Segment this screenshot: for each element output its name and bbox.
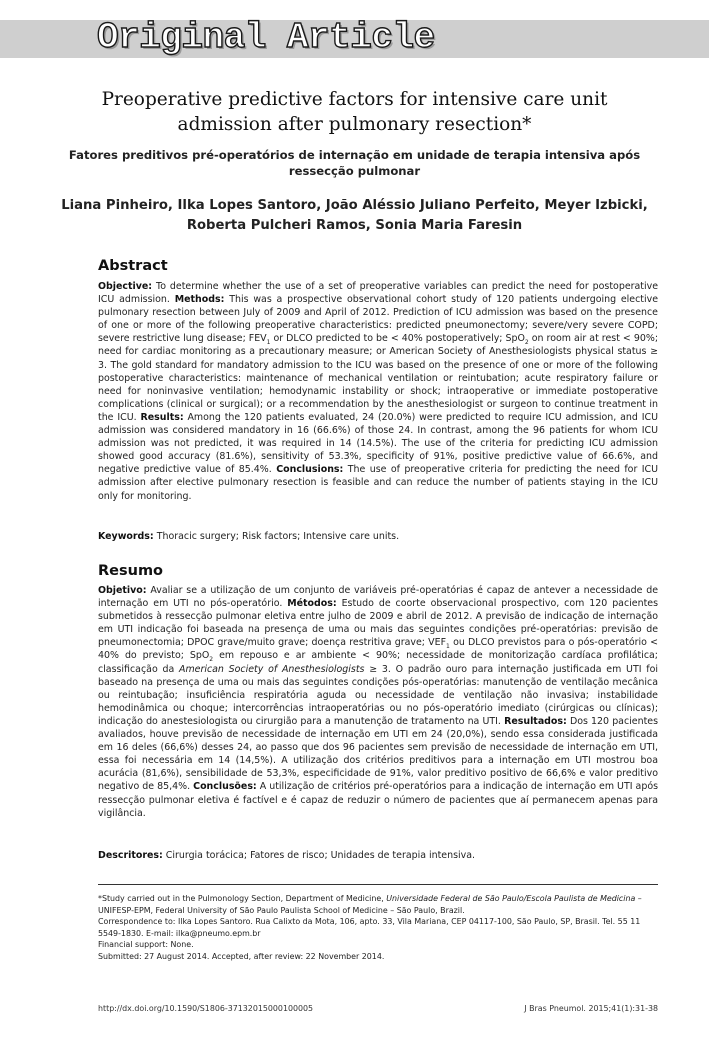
resumo-metodos-cont: ou DLCO previstos para o pós-operatório < 40% do previsto; SpO (98, 637, 658, 662)
descritores (98, 849, 658, 862)
asa-italic: American Society of Anesthesiologists (179, 663, 365, 675)
abstract-objective: To determine whether the use of a set of preoperative variables can predict the need for postoperative ICU admission. (98, 281, 658, 306)
abstract-conclusions-label: Conclusions: (276, 464, 344, 476)
keywords-label: Keywords: (98, 531, 154, 542)
article-title-portuguese: Fatores preditivos pré-operatórios de internação em unidade de terapia intensiva após ressecção pulmonar (68, 148, 641, 178)
footnote-divider (98, 884, 658, 885)
spo-subscript: 2 (524, 339, 529, 347)
resumo-conclusoes: A utilização de critérios pré-operatórios para a indicação de internação em UTI após ressecção pulmonar eletiva é factível e é capaz de reduzir o número de pacientes que aí permanecem apenas para vigilância. (98, 781, 659, 819)
keywords-list: Thoracic surgery; Risk factors; Intensive care units. (156, 531, 400, 542)
resumo-metodos-label: Métodos: (287, 598, 337, 610)
descritores-label: Descritores: (98, 850, 163, 861)
resumo-heading: Resumo (98, 563, 164, 579)
abstract-body (98, 280, 658, 503)
abstract-methods: This was a prospective observational cohort study of 120 patients undergoing elective pulmonary resection between July of 2009 and April of 2012. Prediction of ICU admission was based on the presence of one or more of the following preoperative characteristics: predicted pneumonectomy; severe/very severe COPD; severe restrictive lung disease; FEV (98, 294, 659, 345)
study-footnote (98, 893, 658, 916)
resumo-metodos-cont2: em repouso e ar ambiente < 90%; necessidade de monitorização cardíaca profilática; classificação da (98, 650, 658, 675)
abstract-heading: Abstract (98, 258, 168, 274)
abstract-results-label: Results: (140, 411, 184, 423)
submission-dates: Submitted: 27 August 2014. Accepted, after review: 22 November 2014. (98, 951, 385, 961)
resumo-resultados-label: Resultados: (504, 715, 567, 727)
abstract-methods-label: Methods: (174, 294, 225, 306)
correspondence: Correspondence to: Ilka Lopes Santoro. Rua Calixto da Mota, 106, apto. 33, Vila Mariana, CEP 04117-100, São Paulo, SP, Brasil. Tel. 55 11 5549-1830. E-mail: ilka@pneumo.epm.br (98, 917, 641, 938)
resumo-metodos-end: ≥ 3. O padrão ouro para internação justificada em UTI foi baseado na presença de uma ou mais das seguintes condições pós-operatórias: manutenção de ventilação mecânica ou reintubação; insuficiência respiratória aguda ou necessidade de ventilação não invasiva; instabilidade hemodinâmica ou choque; intercorrências intraoperatórias ou no pós-operatório imediato (cirúrgicas ou clínicas); indicação do anestesiologista ou cirurgião para a manutenção de tratamento na UTI. (98, 663, 658, 727)
fev-subscript: 1 (266, 339, 271, 347)
article-title: Preoperative predictive factors for intensive care unit admission after pulmonary resection* (101, 89, 608, 135)
abstract-results: Among the 120 patients evaluated, 24 (20.0%) were predicted to require ICU admission, and ICU admission was considered mandatory in 16 (66.6%) of those 24. In contrast, among the 96 patients for whom ICU admission was not predicted, it was required in 14 (14.5%). The use of the criteria for predicting ICU admission showed good accuracy (81.6%), sensitivity of 53.3%, specificity of 91%, positive predictive value of 66.6%, and negative predictive value of 85.4%. (98, 411, 658, 476)
keywords (98, 530, 658, 543)
abstract-methods-cont: or DLCO predicted to be < 40% postoperatively; SpO (270, 333, 525, 345)
institution-italic: Universidade Federal de São Paulo/Escola Paulista de Medicina (386, 894, 636, 903)
resumo-metodos: Estudo de coorte observacional prospectivo, com 120 pacientes submetidos à ressecção pulmonar eletiva entre julho de 2009 e abril de 2012. A previsão de indicação de internação em UTI indicação foi baseada na presença de uma ou mais das seguintes condições pré-operatórias: previsão de pneumonectomia; DPOC grave/muito grave; doença restritiva grave; VEF (98, 598, 658, 649)
resumo-objetivo-label: Objetivo: (98, 585, 147, 596)
abstract-conclusions: The use of preoperative criteria for predicting the need for ICU admission after elective pulmonary resection is feasible and can reduce the number of patients staying in the ICU only for monitoring. (98, 464, 659, 502)
study-footnote-end: – UNIFESP-EPM, Federal University of São Paulo Paulista School of Medicine – São Paulo, Brazil. (98, 894, 642, 915)
abstract-objective-label: Objective: (98, 281, 153, 292)
study-footnote-text: *Study carried out in the Pulmonology Section, Department of Medicine, (98, 894, 387, 903)
resumo-objetivo: Avaliar se a utilização de um conjunto de variáveis pré-operatórias é capaz de antever a necessidade de internação em UTI no pós-operatório. (98, 585, 659, 610)
financial-support: Financial support: None. (98, 940, 194, 949)
descritores-list: Cirurgia torácica; Fatores de risco; Unidades de terapia intensiva. (165, 850, 475, 861)
abstract-methods-end: on room air at rest < 90%; need for cardiac monitoring as a precautionary measure; or American Society of Anesthesiologists physical status ≥ 3. The gold standard for mandatory admission to the ICU was based on the presence of one or more of the following postoperative characteristics: maintenance of mechanical ventilation or reintubation; acute respiratory failure or need for noninvasive ventilation; hemodynamic instability or shock; intraoperative or immediate postoperative complications (clinical or surgical); or a recommendation by the anesthesiologist or surgeon to continue treatment in the ICU. (98, 333, 659, 423)
footnotes (98, 893, 658, 962)
resumo-resultados: Dos 120 pacientes avaliados, houve previsão de necessidade de internação em UTI em 24 (20,0%), sendo essa considerada justificada em 16 deles (66,6%) desses 24, ao passo que dos 96 pacientes sem previsão de necessidade de internação em UTI, essa foi necessária em 14 (14,5%). A utilização dos critérios preditivos para a internação em UTI mostrou boa acurácia (81,6%), sensibilidade de 53,3%, especificidade de 91%, valor preditivo positivo de 66,6% e valor preditivo negativo de 85,4%. (98, 715, 658, 793)
resumo-conclusoes-label: Conclusões: (193, 781, 257, 793)
section-label: Original Article (97, 17, 435, 58)
resumo-body (98, 584, 658, 820)
spo-subscript-pt: 2 (209, 656, 214, 664)
journal-citation: J Bras Pneumol. 2015;41(1):31-38 (524, 1004, 658, 1013)
vef-subscript: 1 (446, 643, 450, 651)
doi-link[interactable]: http://dx.doi.org/10.1590/S1806-37132015000100005 (98, 1004, 314, 1013)
author-list: Liana Pinheiro, Ilka Lopes Santoro, João Aléssio Juliano Perfeito, Meyer Izbicki, Roberta Pulcheri Ramos, Sonia Maria Faresin (61, 198, 648, 233)
